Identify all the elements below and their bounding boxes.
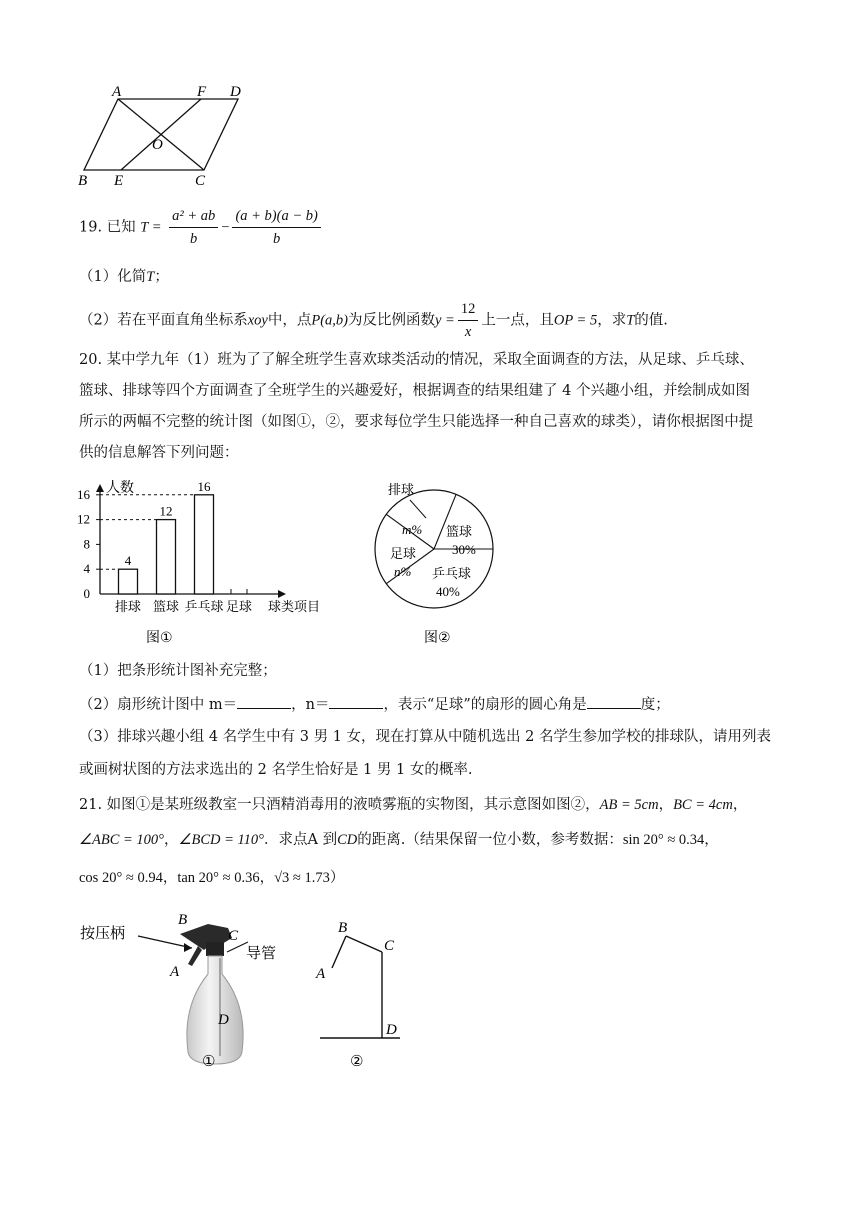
q20-sub3-line1: （3）排球兴趣小组 4 名学生中有 3 男 1 女，现在打算从中随机选出 2 名学生参加学校的排球队，请用列表 — [79, 729, 771, 745]
schematic-figure — [308, 912, 418, 1072]
label-D: D — [386, 1022, 397, 1038]
q19-T-eq: T = — [140, 219, 162, 236]
q19-part1: （1）化简T； — [79, 269, 169, 285]
segment-FE — [121, 99, 201, 170]
y-axis-label: 人数 — [106, 480, 134, 496]
label-A: A — [316, 966, 326, 982]
pie-slice-percent: 30% — [452, 542, 476, 557]
data-label: 4 — [124, 553, 132, 569]
label-A: A — [112, 84, 122, 100]
label-D: D — [218, 1012, 229, 1028]
pie-slice-percent: m% — [402, 522, 423, 537]
pie-slice-percent: 40% — [436, 584, 460, 599]
data-label: 16 — [197, 478, 211, 494]
label-handle: 按压柄 — [80, 924, 126, 942]
segment-AB — [332, 936, 346, 968]
chart-caption: 图② — [424, 630, 451, 646]
y-axis-arrow — [96, 484, 104, 492]
label-B: B — [178, 912, 188, 928]
q19-fraction-2: $\frac{(a + b)(a - b)}{b}$ — [232, 205, 320, 250]
bottle-body — [187, 956, 243, 1064]
q20-line1: 20. 某中学九年（1）班为了了解全班学生喜欢球类活动的情况，采取全面调查的方法，从足球、乒乓球、 — [79, 352, 754, 368]
bar — [195, 495, 214, 594]
pie-slice-percent: n% — [394, 564, 412, 579]
y-tick-label: 0 — [83, 586, 90, 601]
chart-caption: 图① — [146, 630, 173, 646]
x-tick-label: 乒乓球 — [184, 600, 224, 615]
bar-chart — [74, 478, 340, 650]
q19-fraction-1: $\frac{\text{a² + ab}}{b}$ — [169, 205, 218, 250]
q19-fraction-12-x: $\frac{12}{x}$ — [458, 298, 479, 343]
parallelogram-figure — [74, 82, 254, 190]
pie-chart — [372, 478, 512, 650]
label-C: C — [195, 173, 206, 189]
x-tick-label: 足球 — [225, 600, 253, 615]
spray-bottle-figure — [80, 906, 290, 1076]
trigger-lever — [188, 946, 202, 966]
q21-line3: cos 20° ≈ 0.94，tan 20° ≈ 0.36，√3 ≈ 1.73） — [79, 870, 345, 886]
x-tick-label: 排球 — [114, 600, 142, 615]
label-B: B — [338, 920, 348, 936]
label-D: D — [230, 84, 241, 100]
label-C: C — [384, 938, 395, 954]
x-tick-label: 篮球 — [152, 600, 180, 615]
y-tick-label: 8 — [83, 536, 90, 552]
y-tick-label: 16 — [77, 486, 90, 502]
y-tick-label: 12 — [77, 511, 90, 527]
blank-angle — [587, 694, 641, 709]
label-B: B — [78, 173, 88, 189]
label-C: C — [228, 928, 239, 944]
bottle-cap — [206, 942, 224, 956]
q20-sub1: （1）把条形统计图补充完整； — [79, 663, 277, 679]
bar — [157, 520, 176, 594]
handle-arrowhead — [184, 943, 192, 952]
q21-line2: ∠ABC = 100°，∠BCD = 110°．求点A 到CD的距离.（结果保留一位小数，参考数据：sin 20° ≈ 0.34， — [79, 832, 719, 848]
label-A: A — [170, 964, 180, 980]
pie-slice-label: 篮球 — [446, 525, 473, 540]
data-label: 12 — [159, 503, 173, 519]
figure-caption-2: ② — [350, 1052, 364, 1070]
pie-slice-label: 足球 — [390, 547, 417, 562]
q20-sub2: （2）扇形统计图中 m＝ ，n＝ ，表示“足球”的扇形的圆心角是 度； — [79, 694, 670, 715]
bar — [119, 569, 138, 594]
label-E: E — [114, 173, 124, 189]
q19-statement: 19. 已知 T = $\frac{\text{a² + ab}}{b}$ − $\frac{(a + b)(a - b)}{b}$ — [79, 205, 324, 250]
segment-BC — [346, 936, 382, 952]
q20-line2: 篮球、排球等四个方面调查了全班学生的兴趣爱好，根据调查的结果组建了 4 个兴趣小组，并绘制成如图 — [79, 383, 750, 399]
q19-part2: （2）若在平面直角坐标系xoy中，点P(a,b)为反比例函数y = $\frac{12}{x}$ 上一点，且OP = 5，求T的值. — [79, 298, 668, 343]
x-axis-label: 球类项目 — [268, 600, 321, 615]
handle-pointer — [138, 936, 192, 948]
label-F: F — [197, 84, 207, 100]
figure-caption-1: ① — [202, 1052, 216, 1070]
q19-number: 19. — [79, 219, 103, 236]
q21-line1: 21. 如图①是某班级教室一只酒精消毒用的液喷雾瓶的实物图，其示意图如图②，AB = 5cm，BC = 4cm， — [79, 797, 748, 813]
label-tube: 导管 — [246, 944, 277, 962]
pie-slice-label: 乒乓球 — [432, 567, 472, 582]
x-axis-arrow — [278, 590, 286, 598]
y-tick-label: 4 — [83, 561, 90, 577]
pie-slice-label: 排球 — [388, 483, 415, 498]
label-O: O — [152, 137, 163, 153]
q20-sub3-line2: 或画树状图的方法求选出的 2 名学生恰好是 1 男 1 女的概率. — [79, 762, 473, 778]
blank-n — [329, 694, 383, 709]
q19-intro: 已知 — [106, 219, 136, 236]
blank-m — [237, 694, 291, 709]
q20-line4: 供的信息解答下列问题： — [79, 445, 239, 461]
q20-line3: 所示的两幅不完整的统计图（如图①，②，要求每位学生只能选择一种自己喜欢的球类），请你根据图中提 — [79, 414, 754, 430]
